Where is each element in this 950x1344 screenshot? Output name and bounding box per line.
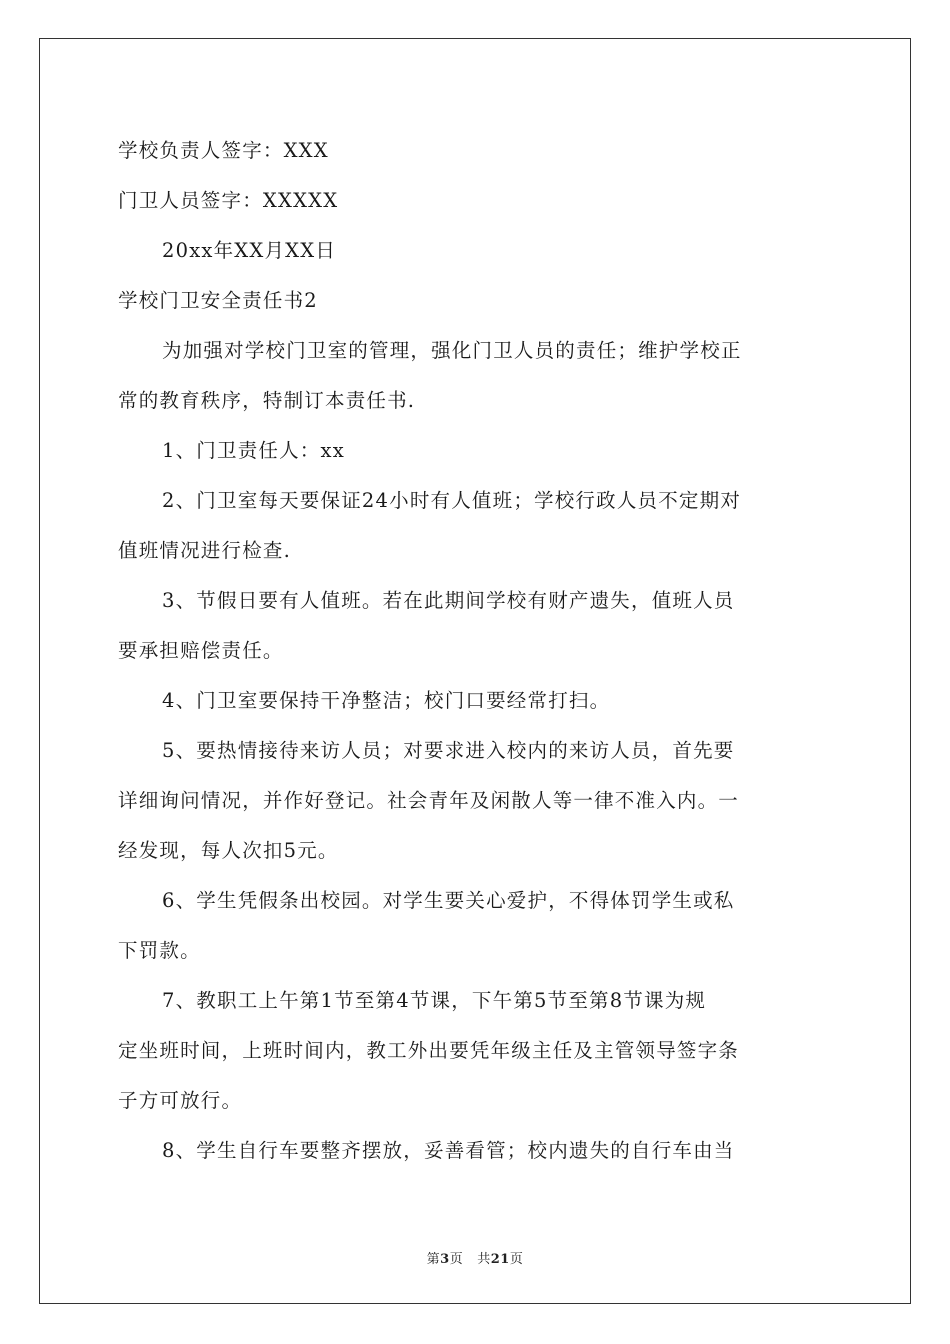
section-title: 学校门卫安全责任书2	[118, 289, 318, 312]
paragraph-line: 子方可放行。	[118, 1089, 243, 1112]
paragraph-line: 为加强对学校门卫室的管理，强化门卫人员的责任；维护学校正	[162, 339, 742, 362]
document-body	[118, 126, 834, 1176]
paragraph-line: 要承担赔偿责任。	[118, 639, 284, 662]
paragraph-line: 6、学生凭假条出校园。对学生要关心爱护，不得体罚学生或私	[162, 889, 735, 912]
paragraph-line: 3、节假日要有人值班。若在此期间学校有财产遗失，值班人员	[162, 589, 735, 612]
date-line: 20xx年XX月XX日	[162, 239, 337, 262]
total-prefix: 共	[477, 1252, 491, 1267]
paragraph-line: 2、门卫室每天要保证24小时有人值班；学校行政人员不定期对	[162, 489, 742, 512]
paragraph-line: 1、门卫责任人：xx	[162, 439, 345, 462]
paragraph-line: 详细询问情况，并作好登记。社会青年及闲散人等一律不准入内。一	[118, 789, 740, 812]
page-prefix: 第	[426, 1252, 441, 1267]
paragraph-line: 下罚款。	[118, 939, 201, 962]
page-current: 3	[440, 1252, 450, 1267]
paragraph-line: 4、门卫室要保持干净整洁；校门口要经常打扫。	[162, 689, 611, 712]
guard-signature-line: 门卫人员签字：XXXXX	[118, 189, 339, 212]
paragraph-line: 定坐班时间，上班时间内，教工外出要凭年级主任及主管领导签字条	[118, 1039, 740, 1062]
principal-signature-line: 学校负责人签字：XXX	[118, 139, 329, 162]
paragraph-line: 7、教职工上午第1节至第4节课，下午第5节至第8节课为规	[162, 989, 707, 1012]
paragraph-line: 5、要热情接待来访人员；对要求进入校内的来访人员，首先要	[162, 739, 735, 762]
total-suffix: 页	[509, 1252, 524, 1267]
paragraph-line: 值班情况进行检查.	[118, 539, 291, 562]
paragraph-line: 8、学生自行车要整齐摆放，妥善看管；校内遗失的自行车由当	[162, 1139, 735, 1162]
paragraph-line: 经发现，每人次扣5元。	[118, 839, 339, 862]
page-total: 21	[490, 1252, 510, 1267]
page-footer	[0, 1248, 950, 1267]
page-suffix: 页	[449, 1252, 464, 1267]
paragraph-line: 常的教育秩序，特制订本责任书.	[118, 389, 416, 412]
